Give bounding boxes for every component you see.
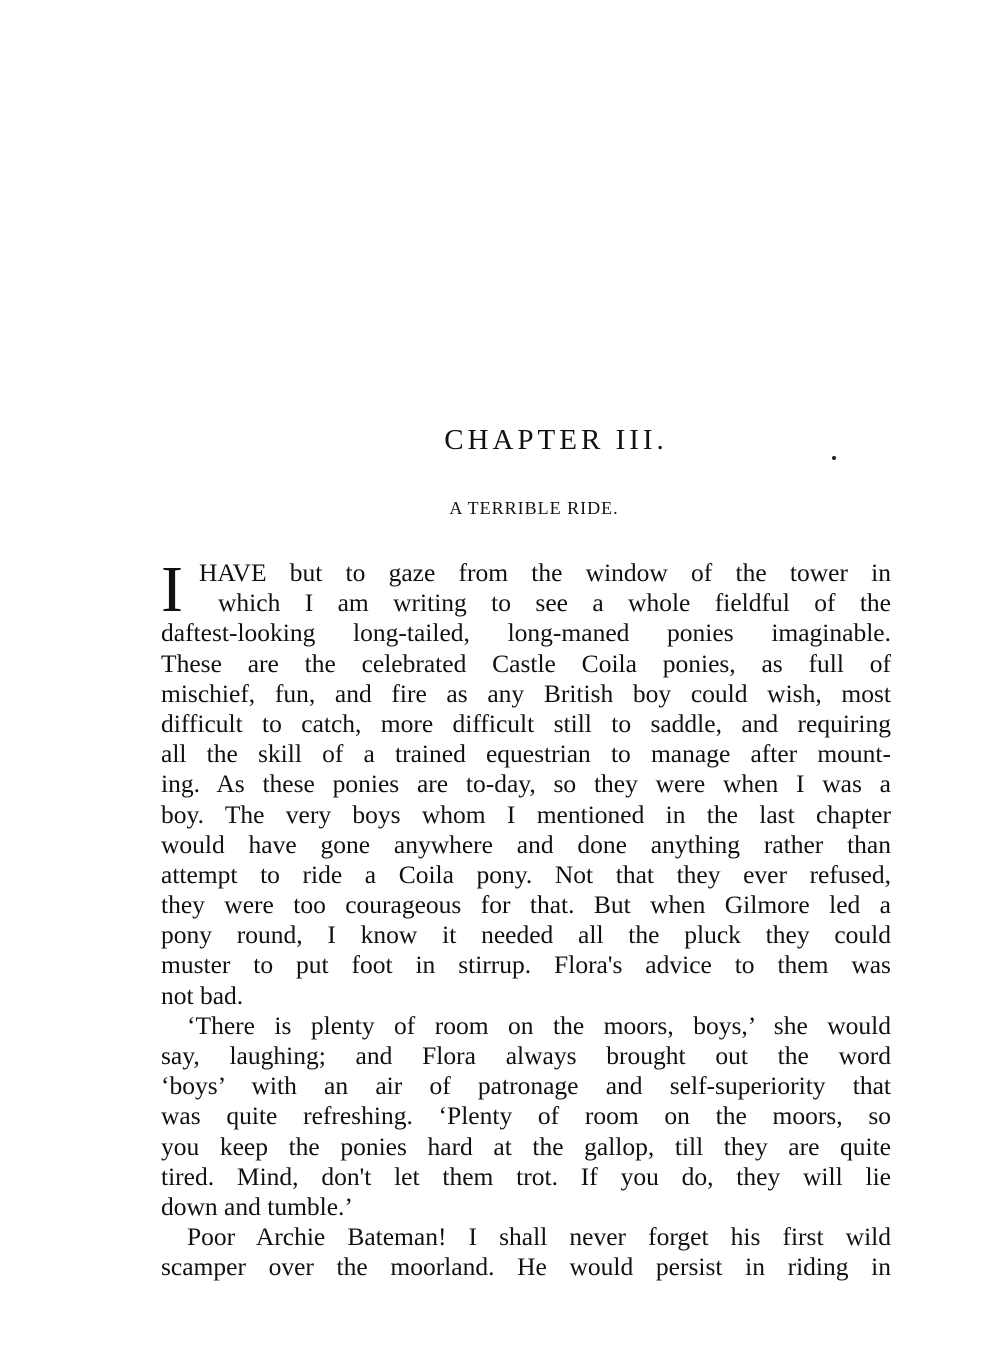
text-line: tired. Mind, don't let them trot. If you do, they will lie: [161, 1161, 891, 1191]
text-line: they were too courageous for that. But when Gilmore led a: [161, 890, 891, 920]
text-line: ing. As these ponies are to-day, so they were when I was a: [161, 769, 891, 799]
text-line: down and tumble.’: [161, 1191, 353, 1221]
text-line: which I am writing to see a whole fieldful of the: [218, 588, 891, 618]
drop-cap: I: [161, 553, 183, 626]
text-line: attempt to ride a Coila pony. Not that they ever refused,: [161, 859, 891, 889]
paragraph-1: [161, 553, 891, 1011]
chapter-subtitle-text: A TERRIBLE RIDE.: [449, 498, 619, 518]
text-line: boy. The very boys whom I mentioned in the last chapter: [161, 799, 891, 829]
text-line: These are the celebrated Castle Coila ponies, as full of: [161, 648, 891, 678]
text-line: say, laughing; and Flora always brought out the word: [161, 1041, 891, 1070]
text-line: was quite refreshing. ‘Plenty of room on the moors, so: [161, 1101, 891, 1131]
chapter-subtitle: [160, 498, 890, 519]
chapter-title: [160, 424, 890, 457]
text-line: all the skill of a trained equestrian to manage after mount-: [161, 739, 891, 769]
paragraph-3: [161, 1222, 891, 1282]
paragraph-2: [161, 1011, 891, 1222]
text-line: Poor Archie Bateman! I shall never forget his first wild: [187, 1222, 891, 1252]
text-line: ‘boys’ with an air of patronage and self-superiority that: [161, 1071, 891, 1101]
text-line: daftest-looking long-tailed, long-maned ponies imaginable.: [161, 618, 891, 648]
chapter-title-text: CHAPTER III.: [444, 424, 668, 456]
text-line: HAVE but to gaze from the window of the tower in: [199, 558, 891, 587]
chapter-body: [161, 553, 891, 1283]
text-line: scamper over the moorland. He would persist in riding in: [161, 1252, 891, 1282]
text-line: not bad.: [161, 980, 244, 1010]
text-line: would have gone anywhere and done anything rather than: [161, 829, 891, 859]
text-line: muster to put foot in stirrup. Flora's advice to them was: [161, 950, 891, 980]
page-speck: [832, 456, 836, 460]
text-line: you keep the ponies hard at the gallop, till they are quite: [161, 1131, 891, 1161]
text-line: ‘There is plenty of room on the moors, boys,’ she would: [187, 1010, 891, 1040]
text-line: pony round, I know it needed all the pluck they could: [161, 920, 891, 950]
text-line: difficult to catch, more difficult still to saddle, and requiring: [161, 708, 891, 738]
text-line: mischief, fun, and fire as any British boy could wish, most: [161, 678, 891, 708]
